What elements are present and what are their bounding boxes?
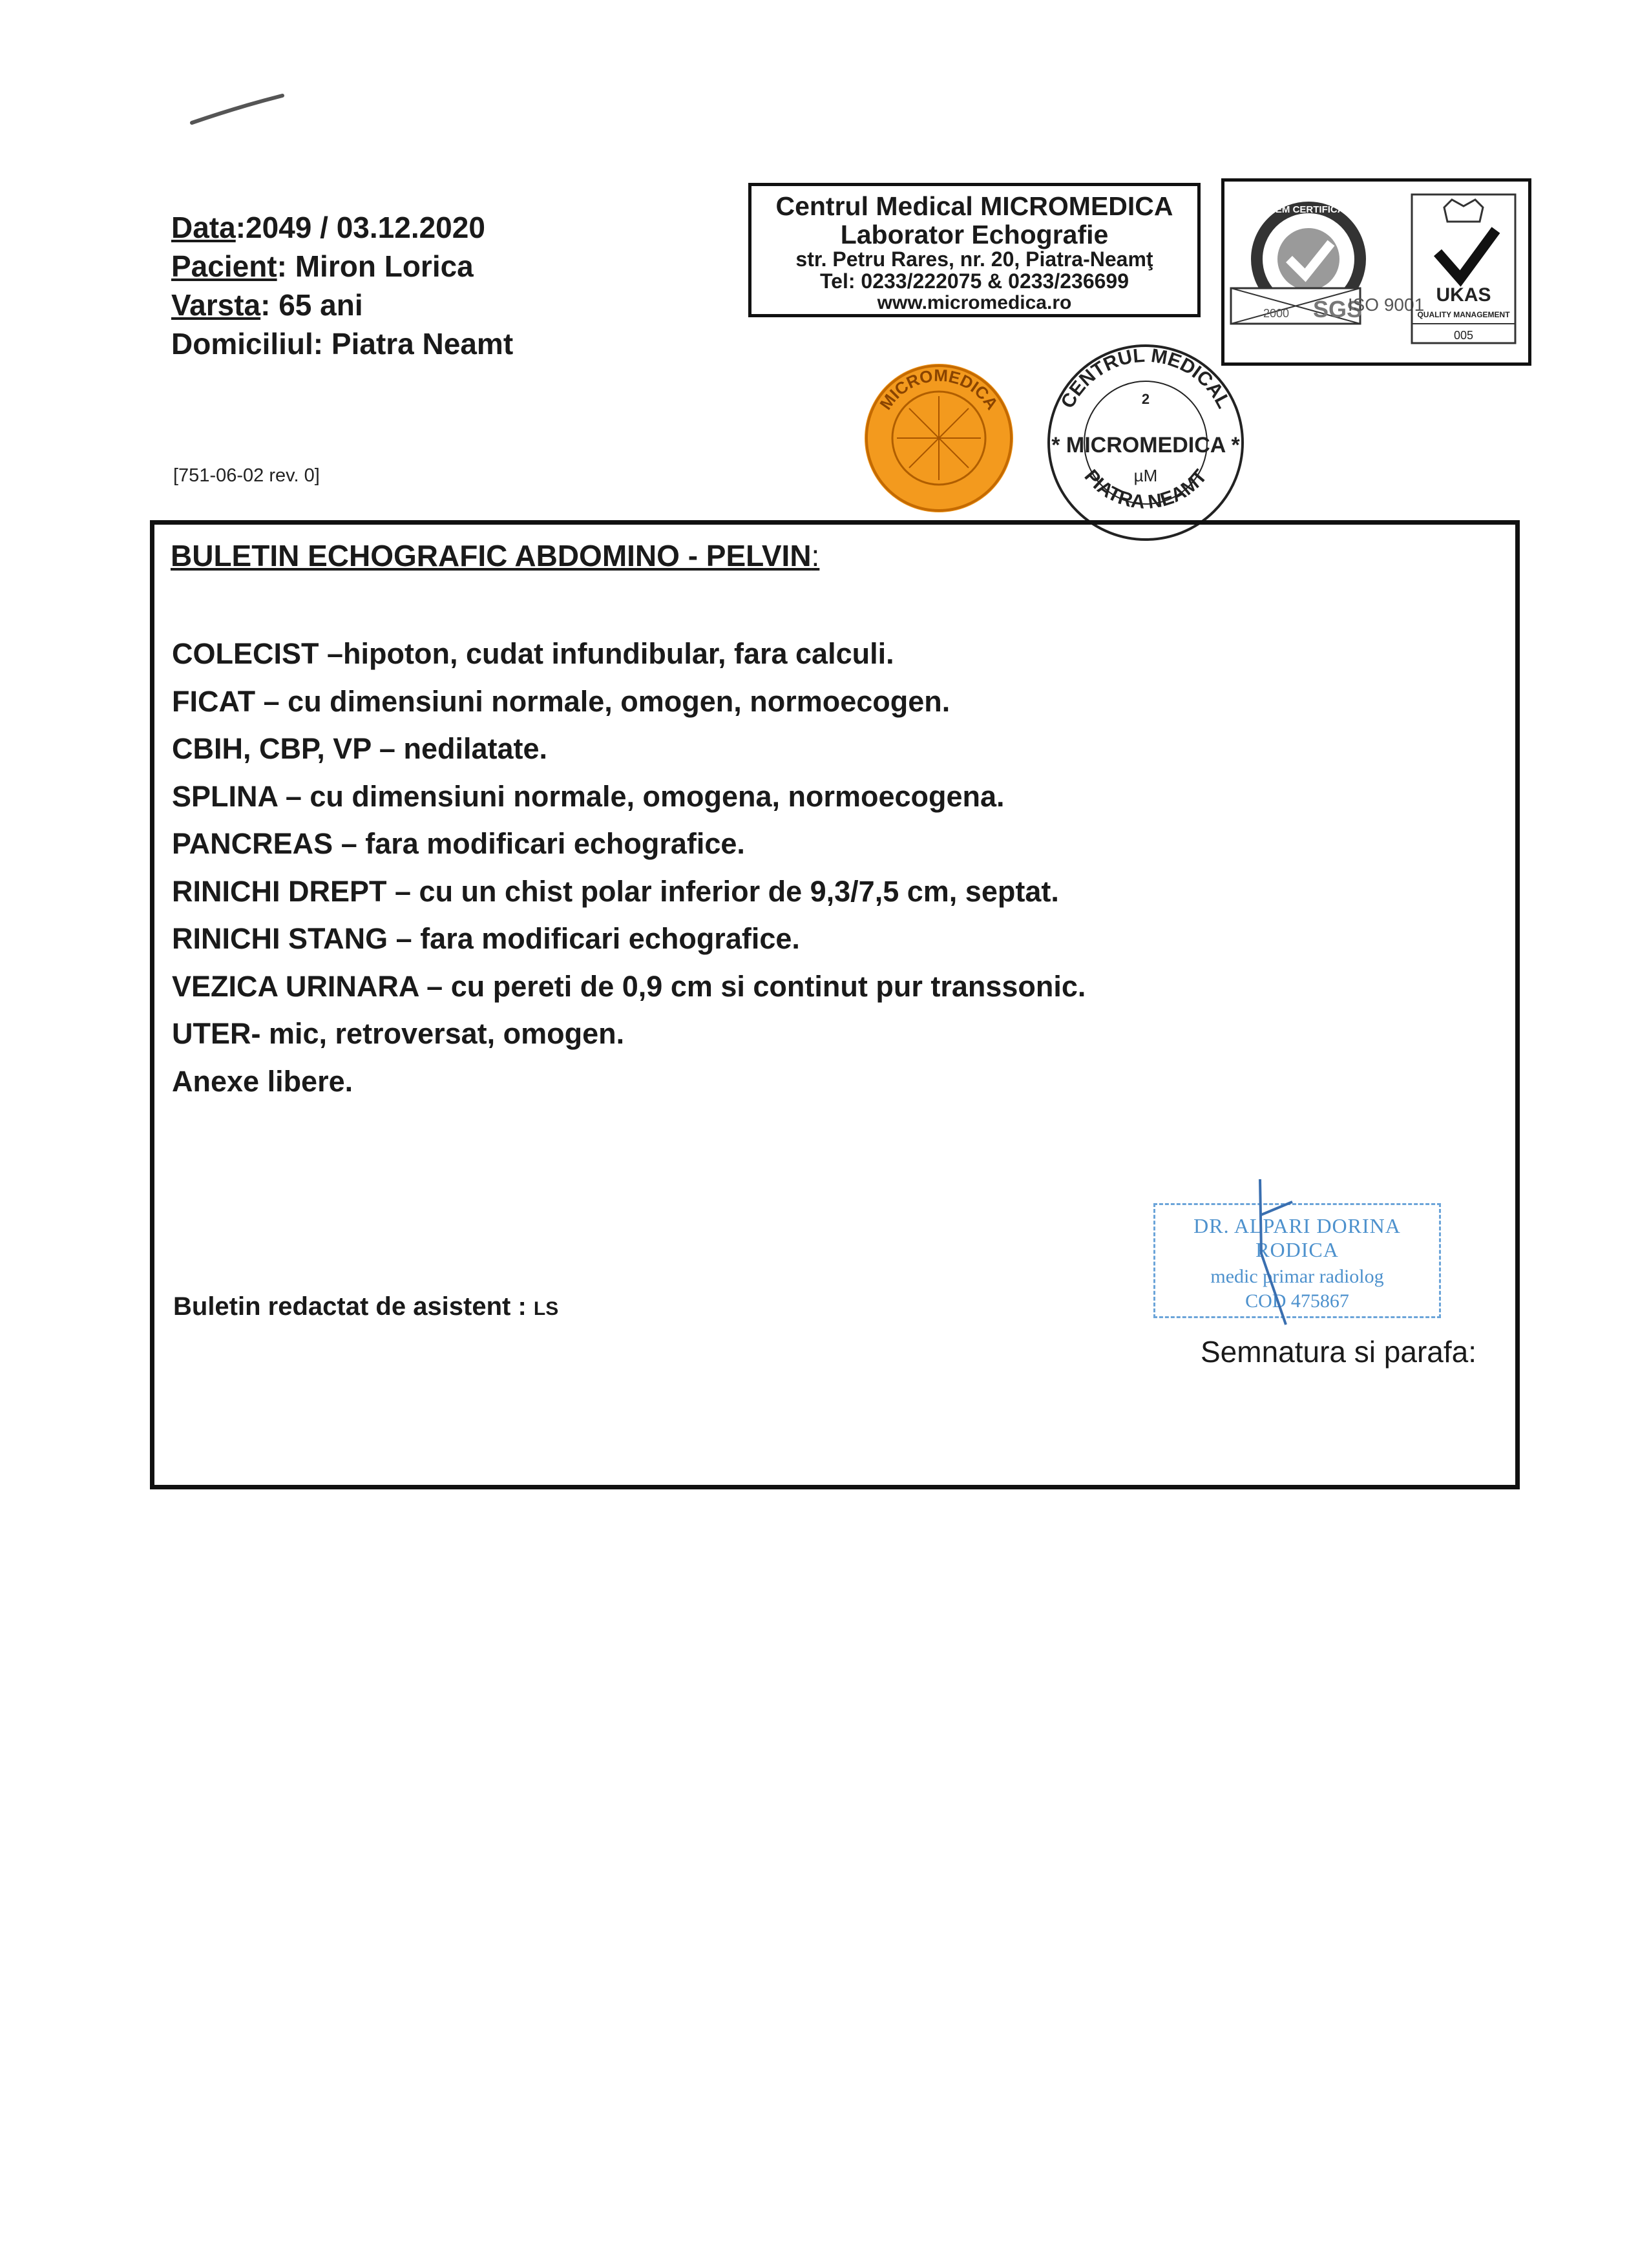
system-cert-text: SYSTEM CERTIFICATION: [1250, 204, 1367, 215]
doctor-code: COD 475867: [1245, 1290, 1349, 1312]
stamp-top-text: CENTRUL MEDICAL: [1056, 344, 1235, 412]
finding-rinichi-stang: RINICHI STANG – fara modificari echografice.: [172, 922, 800, 955]
doctor-name: DR. ALPARI DORINA RODICA: [1193, 1214, 1401, 1261]
finding-anexe: Anexe libere.: [172, 1064, 353, 1098]
patient-row: [171, 247, 513, 286]
redactat-label: Buletin redactat de asistent :: [173, 1292, 534, 1321]
stamp-logo: µM: [1133, 466, 1158, 485]
address-row: Domiciliul: Piatra Neamt: [171, 327, 514, 361]
finding-splina: SPLINA – cu dimensiuni normale, omogena, normoecogena.: [172, 779, 1005, 813]
finding-pancreas: PANCREAS – fara modificari echografice.: [172, 827, 745, 860]
age-row: [171, 286, 513, 324]
ukas-number: 005: [1453, 329, 1474, 342]
ukas-text: UKAS: [1436, 284, 1491, 306]
patient-value: : Miron Lorica: [277, 249, 474, 283]
round-stamp: [1039, 336, 1252, 549]
clinic-header: [748, 183, 1201, 317]
hologram-seal-text: MICROMEDICA: [876, 365, 1002, 414]
finding-uter: UTER- mic, retroversat, omogen.: [172, 1017, 625, 1050]
sgs-text: SGS: [1312, 296, 1363, 322]
crown-icon: [1444, 200, 1483, 222]
clinic-phone: Tel: 0233/222075 & 0233/236699: [819, 269, 1129, 293]
signature: [1247, 1176, 1325, 1331]
date-row: [171, 208, 513, 247]
report-title: [171, 538, 819, 573]
hologram-seal: [861, 361, 1016, 516]
ukas-sub-text: QUALITY MANAGEMENT: [1417, 310, 1510, 319]
checkmark-icon: [1438, 230, 1496, 278]
iso-text: ISO 9001: [1347, 295, 1425, 315]
patient-label: Pacient: [171, 249, 277, 283]
age-value: : 65 ani: [260, 288, 363, 322]
clinic-website: www.micromedica.ro: [877, 292, 1072, 313]
finding-ficat: FICAT – cu dimensiuni normale, omogen, normoecogen.: [172, 684, 951, 718]
clinic-address: str. Petru Rares, nr. 20, Piatra-Neamţ: [795, 247, 1153, 271]
form-code: [751-06-02 rev. 0]: [173, 465, 320, 486]
findings-list: [172, 630, 1086, 1105]
clinic-department: Laborator Echografie: [840, 220, 1109, 249]
patient-info: [171, 208, 513, 363]
redactat-initials: LS: [533, 1298, 559, 1319]
date-value: :2049 / 03.12.2020: [235, 211, 485, 244]
doctor-title: medic primar radiolog: [1210, 1266, 1384, 1287]
iso-year-text: 2000: [1263, 307, 1290, 320]
report-title-text: BULETIN ECHOGRAFIC ABDOMINO - PELVIN: [171, 539, 812, 572]
finding-vezica: VEZICA URINARA – cu pereti de 0,9 cm si continut pur transsonic.: [172, 969, 1086, 1003]
report-title-colon: :: [811, 539, 820, 572]
sgs-logo: [1231, 204, 1424, 324]
signature-label: Semnatura si parafa:: [1201, 1335, 1477, 1369]
finding-colecist: COLECIST –hipoton, cudat infundibular, fara calculi.: [172, 637, 894, 670]
age-label: Varsta: [171, 288, 261, 322]
ukas-logo: [1412, 194, 1515, 343]
date-label: Data: [171, 211, 236, 244]
finding-cbih: CBIH, CBP, VP – nedilatate.: [172, 732, 548, 765]
stamp-bottom-text: PIATRA NEAMT: [1080, 465, 1212, 513]
redactat-line: [173, 1292, 558, 1321]
stamp-number: 2: [1141, 391, 1150, 407]
pen-mark: [189, 90, 286, 129]
certification-logo-image: [1224, 182, 1528, 362]
stamp-middle-text: * MICROMEDICA *: [1051, 433, 1240, 457]
clinic-name: Centrul Medical MICROMEDICA: [775, 191, 1173, 221]
certification-logos: [1221, 178, 1531, 366]
finding-rinichi-drept: RINICHI DREPT – cu un chist polar inferior de 9,3/7,5 cm, septat.: [172, 874, 1059, 908]
